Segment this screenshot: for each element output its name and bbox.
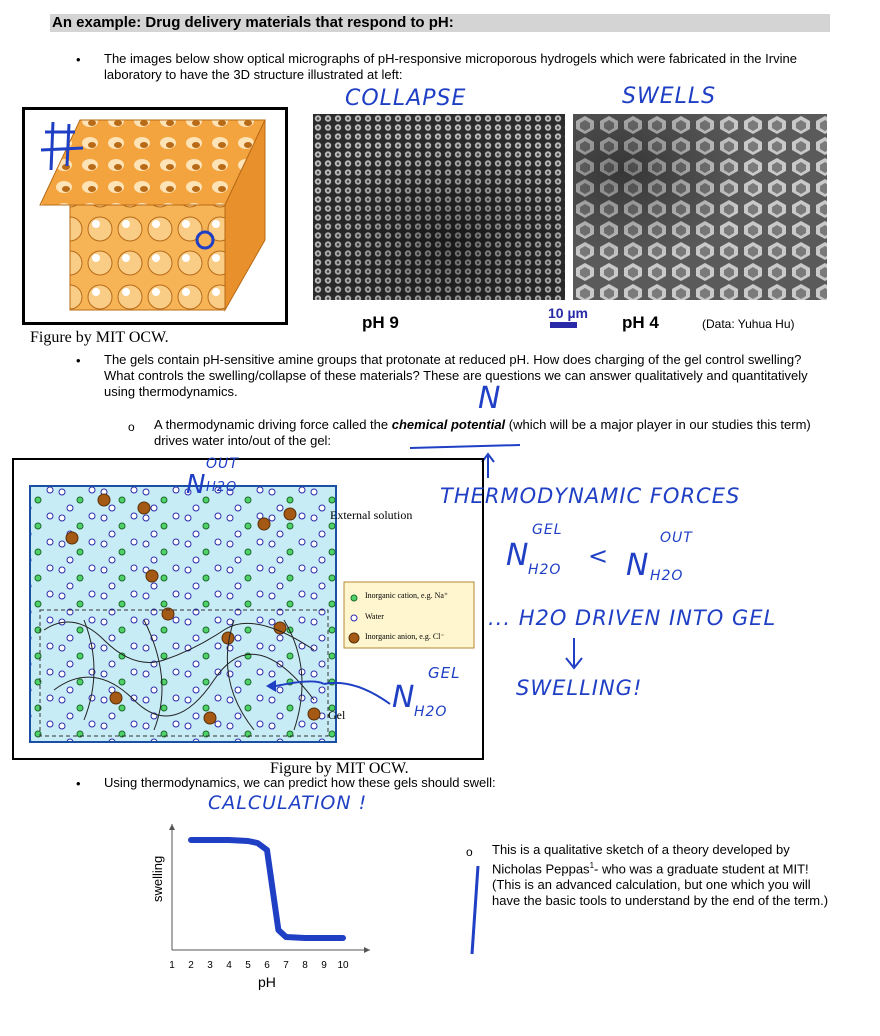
sub-bullet-marker: o: [128, 420, 135, 434]
chart-tick-label: 2: [188, 960, 194, 971]
chart-xlabel: pH: [258, 974, 276, 990]
bullet-2-text: The gels contain pH-sensitive amine groups that protonate at reduced pH. How does charging of the gel control swelling? What controls the swelling/collapse of these materials? These are questions we can answer qualitatively and quantitatively using thermodynamics.: [104, 352, 808, 399]
chart-tick-label: 7: [283, 960, 289, 971]
chart-tick-label: 1: [169, 960, 175, 971]
handwriting-swells: SWELLS: [622, 84, 717, 109]
bullet-marker: •: [76, 52, 81, 67]
chart-tick-label: 6: [264, 960, 270, 971]
micrograph-ph9: [313, 114, 565, 300]
handwriting-mu-out: N: [186, 470, 207, 500]
chart-tick-label: 3: [207, 960, 213, 971]
handwriting-driven-into-gel: ... H2O DRIVEN INTO GEL: [488, 606, 777, 630]
legend-water: Water: [365, 612, 384, 621]
handwriting-h2o-out: H2O: [650, 568, 684, 584]
bullet-1-text: The images below show optical micrographs of pH-responsive microporous hydrogels which were fabricated in the Irvine laboratory to have the 3D structure illustrated at left:: [104, 51, 797, 82]
section-title: An example: Drug delivery materials that respond to pH:: [50, 14, 830, 32]
chart-tick-label: 10: [337, 960, 349, 971]
swelling-chart-svg: [150, 800, 380, 996]
bullet-3-text: Using thermodynamics, we can predict how these gels should swell:: [104, 775, 496, 790]
swelling-chart: [150, 800, 380, 996]
handwriting-gel-sup: GEL: [532, 522, 563, 538]
sub-bullet-peppas: This is a qualitative sketch of a theory developed by Nicholas Peppas$^1$- who was a graduate student at MIT! (This is an advanced calculation, but one which you will have the basic tools to understand by the end of the term.): [492, 842, 829, 909]
handwriting-mu: N: [478, 381, 502, 416]
figure-credit-1: Figure by MIT OCW.: [30, 329, 169, 346]
chart-y-arrow: [169, 824, 175, 830]
handwriting-less-than: <: [588, 542, 610, 570]
chart-ylabel: swelling: [150, 855, 165, 902]
ph9-label: pH 9: [362, 313, 399, 332]
down-arrow-icon: [560, 636, 590, 672]
chart-tick-label: 9: [321, 960, 327, 971]
handwriting-out-sup-2: OUT: [660, 530, 693, 546]
chart-tick-label: 8: [302, 960, 308, 971]
handwriting-calculation: CALCULATION !: [208, 792, 368, 814]
chart-series-line: [191, 840, 343, 938]
gel-label: Gel: [328, 708, 346, 722]
handwriting-thermo-forces: THERMODYNAMIC FORCES: [440, 484, 741, 508]
chart-x-arrow: [364, 947, 370, 953]
external-solution-label: External solution: [330, 508, 413, 522]
legend-cation: Inorganic cation, e.g. Na⁺: [365, 591, 449, 600]
micrograph-ph4: [573, 114, 827, 300]
scale-bar: [550, 322, 577, 328]
handwriting-mu-gel: N: [506, 538, 530, 573]
figure-credit-2: Figure by MIT OCW.: [270, 760, 409, 777]
hydrogel-3d-illustration: [22, 107, 288, 325]
handwriting-h2o-gel: H2O: [528, 562, 562, 578]
scale-bar-label: 10 µm: [548, 305, 588, 321]
handwriting-gel-2: GEL: [428, 664, 461, 682]
handwriting-h2o-gel-2: H2O: [414, 704, 448, 720]
chart-tick-label: 5: [245, 960, 251, 971]
handwriting-mu-gel-2: N: [392, 680, 416, 715]
bullet-marker: •: [76, 776, 81, 791]
chart-tick-label: 4: [226, 960, 232, 971]
handwriting-collapse: COLLAPSE: [345, 86, 467, 111]
sub-bullet-chemical-potential: A thermodynamic driving force called the chemical potential (which will be a major player in our studies this term) drives water into/out of the gel:: [154, 417, 811, 448]
handwriting-vertical-line-icon: [464, 862, 484, 958]
handwriting-out-sup: OUT: [206, 456, 239, 472]
handwriting-swelling: SWELLING!: [516, 676, 643, 700]
handwriting-mu-out-2: N: [626, 548, 650, 583]
ph4-label: pH 4: [622, 313, 659, 332]
data-credit: (Data: Yuhua Hu): [702, 317, 795, 331]
bullet-marker: •: [76, 353, 81, 368]
legend-anion: Inorganic anion, e.g. Cl⁻: [365, 632, 445, 641]
handwriting-h2o-sub: H2O: [206, 480, 238, 495]
sub-bullet-marker: o: [466, 845, 473, 859]
